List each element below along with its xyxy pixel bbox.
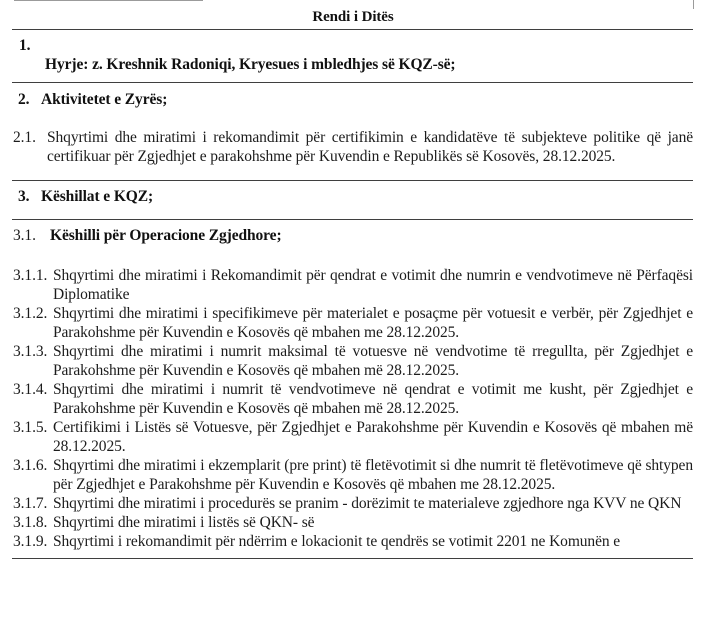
agenda-item-2-title: Aktivitetet e Zyrës;: [41, 91, 168, 108]
subitem-text: Shqyrtimi dhe miratimi i numrit të vendvotimeve në qendrat e votimit me kusht, për Zgjedhjet e Parakohshme për Kuvendin e Kosovës që mbahen më 28.12.2025.: [53, 381, 693, 417]
subitem-text: Shqyrtimi i rekomandimit për ndërrim e lokacionit te qendrës se votimit 2201 ne Komunën e: [53, 533, 621, 550]
divider-above-item-3: [12, 180, 693, 181]
document-title: Rendi i Ditës: [312, 9, 394, 25]
agenda-item-2-1: [13, 128, 693, 166]
agenda-item-3-1-number: 3.1.: [13, 227, 36, 244]
agenda-item-3-1-title: Këshilli për Operacione Zgjedhore;: [50, 227, 282, 244]
subitem-text: Shqyrtimi dhe miratimi i ekzemplarit (pre print) të fletëvotimit si dhe numrit të fletëvotimeve që shtypen për Zgjedhjet e Parakohshme për Kuvendin e Kosovës që mbahen me 28.12.2025.: [53, 457, 693, 493]
table-border-fragment-top: [14, 0, 203, 1]
agenda-item-3-1: [13, 226, 693, 245]
subitem-number: 3.1.7.: [13, 495, 48, 512]
divider-above-item-3-1: [12, 219, 693, 220]
agenda-subitem-3-1-9: [13, 532, 693, 551]
subitem-text: Shqyrtimi dhe miratimi i Rekomandimit për qendrat e votimit dhe numrin e vendvotimeve në Përfaqësi Diplomatike: [53, 267, 693, 303]
agenda-item-2-number: 2.: [18, 91, 30, 108]
subitem-number: 3.1.3.: [13, 343, 48, 360]
subitem-number: 3.1.5.: [13, 419, 48, 436]
subitem-number: 3.1.2.: [13, 305, 48, 322]
agenda-subitem-list: [13, 266, 693, 551]
agenda-item-2-1-text: Shqyrtimi dhe miratimi i rekomandimit për certifikimin e kandidatëve të subjekteve politike që janë certifikuar për Zgjedhjet e parakohshme për Kuvendin e Republikës së Kosovës, 28.12.2025.: [47, 129, 693, 165]
agenda-item-2-1-number: 2.1.: [13, 129, 36, 146]
divider-bottom: [12, 558, 693, 559]
agenda-item-1: [13, 36, 693, 74]
subitem-number: 3.1.4.: [13, 381, 48, 398]
agenda-subitem-3-1-1: [13, 266, 693, 304]
agenda-subitem-3-1-4: [13, 380, 693, 418]
agenda-subitem-3-1-8: [13, 513, 693, 532]
divider-under-title: [12, 29, 693, 30]
subitem-number: 3.1.6.: [13, 457, 48, 474]
agenda-item-3: [13, 187, 693, 206]
subitem-text: Certifikimi i Listës së Votuesve, për Zgjedhjet e Parakohshme për Kuvendin e Kosovës që mbahen më 28.12.2025.: [53, 419, 693, 455]
subitem-text: Shqyrtimi dhe miratimi i procedurës se pranim - dorëzimit te materialeve zgjedhore nga KVV ne QKN: [53, 495, 682, 512]
subitem-number: 3.1.9.: [13, 533, 48, 550]
agenda-item-2: [13, 90, 693, 109]
agenda-item-3-number: 3.: [18, 188, 30, 205]
agenda-subitem-3-1-5: [13, 418, 693, 456]
agenda-item-3-title: Këshillat e KQZ;: [41, 188, 154, 205]
agenda-item-1-title: Hyrje: z. Kreshnik Radoniqi, Kryesues i mbledhjes së KQZ-së;: [45, 56, 456, 73]
table-border-fragment-right: [693, 0, 694, 9]
agenda-item-1-number: 1.: [19, 37, 31, 54]
agenda-subitem-3-1-2: [13, 304, 693, 342]
subitem-text: Shqyrtimi dhe miratimi i specifikimeve për materialet e posaçme për votuesit e verbër, për Zgjedhjet e Parakohshme për Kuvendin e Kosovës që mbahen me 28.12.2025.: [53, 305, 693, 341]
subitem-text: Shqyrtimi dhe miratimi i numrit maksimal të votuesve në vendvotime të rregullta, për Zgjedhjet e Parakohshme për Kuvendin e Kosovës që mbahen më 28.12.2025.: [53, 343, 693, 379]
agenda-subitem-3-1-6: [13, 456, 693, 494]
agenda-subitem-3-1-3: [13, 342, 693, 380]
subitem-number: 3.1.1.: [13, 267, 48, 284]
divider-under-item-1: [12, 82, 693, 83]
agenda-subitem-3-1-7: [13, 494, 693, 513]
subitem-number: 3.1.8.: [13, 514, 48, 531]
subitem-text: Shqyrtimi dhe miratimi i listës së QKN- së: [53, 514, 315, 531]
